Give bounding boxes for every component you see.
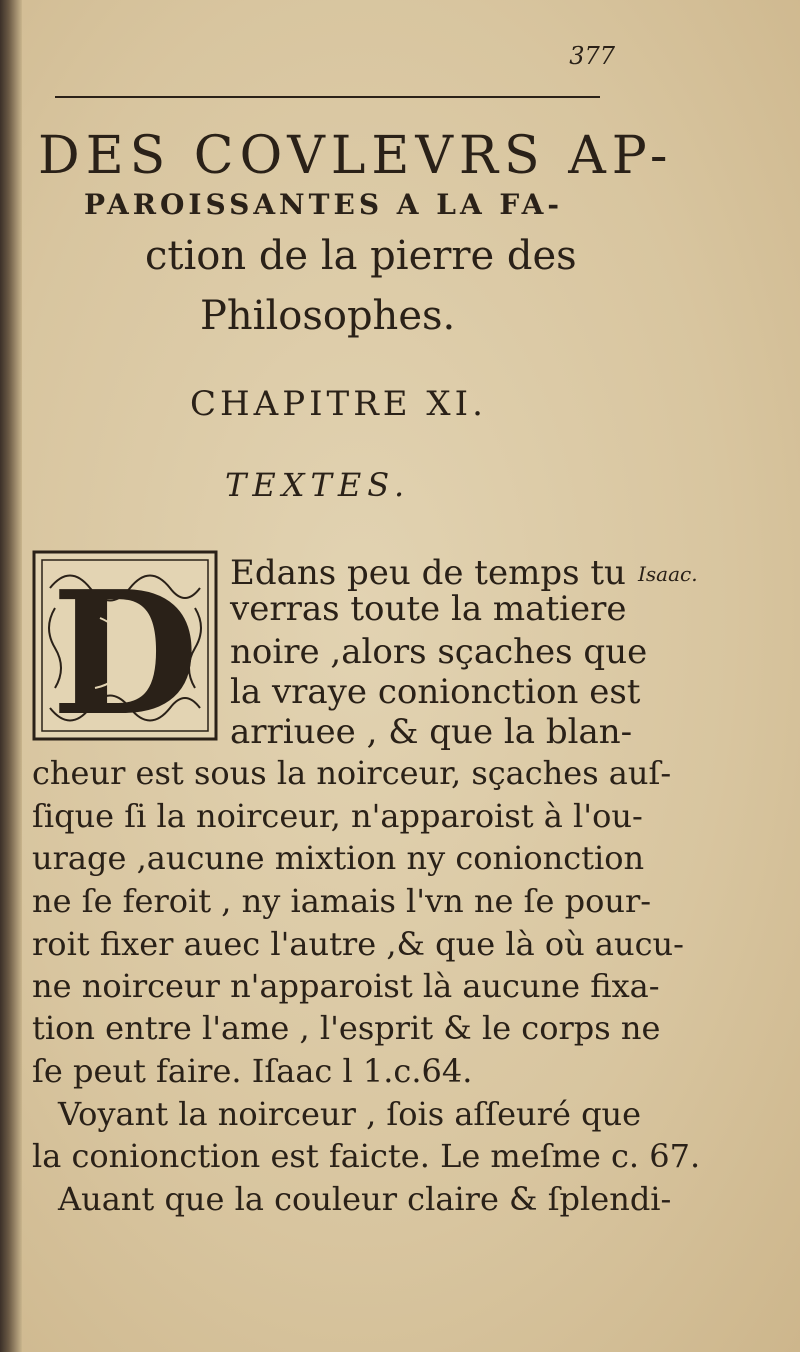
body-line: noire ,alors sçaches que — [230, 632, 648, 672]
body-line: la vraye conionction est — [230, 672, 641, 712]
body-line: Voyant la noirceur , ſois aſſeuré que — [58, 1095, 642, 1133]
margin-note: Isaac. — [638, 562, 698, 586]
body-line: cheur est sous la noirceur, sçaches auſ- — [32, 754, 672, 792]
body-line: Auant que la couleur claire & ſplendi- — [58, 1180, 672, 1218]
drop-cap-letter: D — [51, 554, 199, 743]
body-line: la conionction est faicte. Le meſme c. 67. — [32, 1137, 701, 1175]
body-line: roit fixer auec l'autre ,& que là où aucu- — [32, 925, 684, 963]
body-line: ne noirceur n'apparoist là aucune fixa- — [32, 967, 660, 1005]
body-line: verras toute la matiere — [230, 589, 627, 629]
body-line: ſe peut faire. Iſaac l 1.c.64. — [32, 1052, 473, 1090]
section-label: TEXTES. — [225, 466, 411, 504]
body-line: tion entre l'ame , l'esprit & le corps ne — [32, 1009, 661, 1047]
page-number: 377 — [569, 42, 615, 70]
body-line: urage ,aucune mixtion ny conionction — [32, 839, 645, 877]
ornamental-drop-cap — [30, 548, 220, 743]
heading-line-3: ction de la pierre des — [145, 233, 577, 279]
heading-line-4: Philosophes. — [200, 293, 456, 339]
body-line: arriuee , & que la blan- — [230, 712, 633, 752]
body-line: ſique ſi la noirceur, n'apparoist à l'ou- — [32, 797, 643, 835]
heading-line-1: DES COVLEVRS AP- — [38, 126, 674, 186]
header-rule — [55, 96, 600, 98]
book-spine-shadow — [0, 0, 22, 1352]
body-line: Edans peu de temps tu — [230, 553, 626, 593]
chapter-heading: CHAPITRE XI. — [190, 384, 487, 424]
heading-line-2: PAROISSANTES A LA FA- — [84, 188, 564, 221]
body-line: ne ſe feroit , ny iamais l'vn ne ſe pour- — [32, 882, 652, 920]
